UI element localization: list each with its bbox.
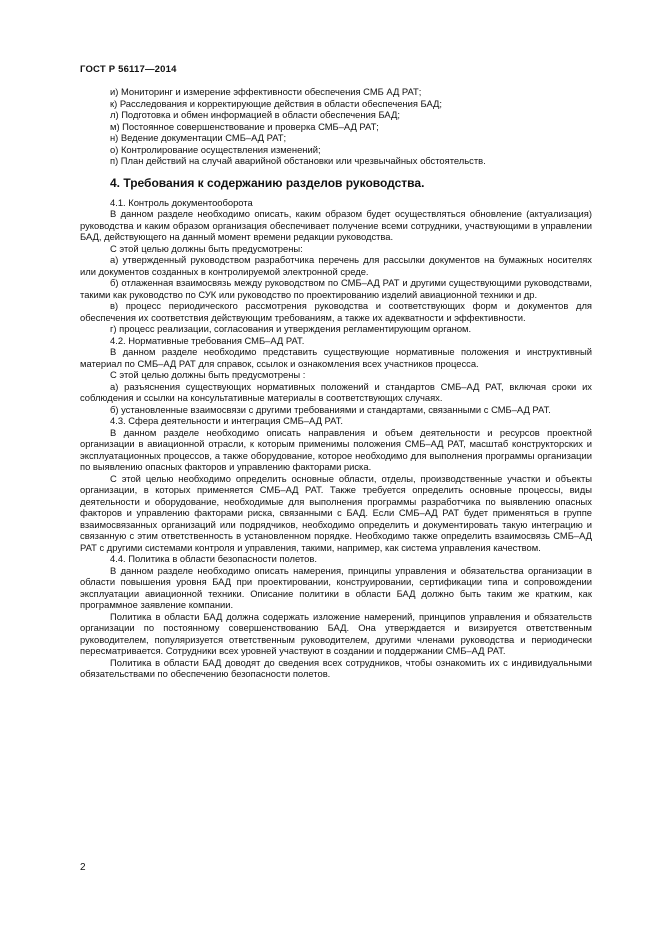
list-item: и) Мониторинг и измерение эффективности обеспечения СМБ АД РАТ; <box>110 86 422 97</box>
section-heading: 4. Требования к содержанию разделов руководства. <box>110 175 425 190</box>
paragraph: а) разъяснения существующих нормативных положений и стандартов СМБ–АД РАТ, включая сроки их соблюдения и ссылки на консультативные материалы в соответствующих случаях. <box>80 380 592 403</box>
paragraph: в) процесс периодического рассмотрения руководства и соответствующих форм и документов для обеспечения их соответствия действующим требованиям, а также их адекватности и эффективности. <box>80 300 592 323</box>
list-item: л) Подготовка и обмен информацией в области обеспечения БАД; <box>110 109 400 120</box>
subsection-title: 4.2. Нормативные требования СМБ–АД РАТ. <box>110 334 305 346</box>
paragraph: г) процесс реализации, согласования и утверждения регламентирующим органом. <box>110 323 472 334</box>
list-item: н) Ведение документации СМБ–АД РАТ; <box>110 132 287 143</box>
paragraph: С этой целью должны быть предусмотрены : <box>110 369 306 380</box>
list-item: м) Постоянное совершенствование и проверка СМБ–АД РАТ; <box>110 120 379 132</box>
paragraph: Политика в области БАД должна содержать изложение намерений, принципов управления и обязательств организации по постоянному совершенствованию БАД. Она утверждается и визируется ответственным руководителем, популяризуется ответственным руководителем, другими членами руководства и периодически пересматривается. Сотрудники всех уровней участвуют в создании и поддержании СМБ–АД РАТ. <box>80 610 592 656</box>
paragraph: Политика в области БАД доводят до сведения всех сотрудников, чтобы ознакомить их с индивидуальными обязательствами по обеспечению безопасности полетов. <box>80 656 592 679</box>
paragraph: С этой целью необходимо определить основные области, отделы, производственные участки и объекты организации, в которых применяется СМБ–АД РАТ. Также требуется определить основные процессы, виды деятельности и оборудование, необходимые для выполнения программы разработчика по выявлению опасных факторов и управлению факторами риска, связанными с БАД. Если СМБ–АД РАТ будет применяться в группе взаимосвязанных организаций или подрядчиков, необходимо определить и документировать такую интеграцию и связанную с этим ответственность в установленном порядке. Необходимо также определить взаимосвязь СМБ–АД РАТ с другими системами контроля и управления, такими, например, как система управления качеством. <box>80 472 592 553</box>
paragraph: б) отлаженная взаимосвязь между руководством по СМБ–АД РАТ и другими существующими руководствами, такими как руководство по СУК или руководство по проектированию изделий авиационной техники и др. <box>80 277 592 300</box>
paragraph: б) установленные взаимосвязи с другими требованиями и стандартами, связанными с СМБ–АД РАТ. <box>110 403 551 415</box>
document-body <box>80 86 592 680</box>
paragraph: В данном разделе необходимо описать, каким образом будет осуществляться обновление (актуализация) руководства и каким образом организация обеспечивает получение всеми сотрудники, участвующими в управлении БАД, действующего на данный момент времени редакции руководства. <box>80 208 592 242</box>
list-item: к) Расследования и корректирующие действия в области обеспечения БАД; <box>110 97 443 109</box>
page-number: 2 <box>80 862 86 873</box>
paragraph: а) утвержденный руководством разработчика перечень для рассылки документов на бумажных носителях или документов созданных в контролируемой электронной среде. <box>80 254 592 277</box>
subsection-title: 4.3. Сфера деятельности и интеграция СМБ–АД РАТ. <box>110 415 343 426</box>
paragraph: В данном разделе необходимо представить существующие нормативные положения и инструктивный материал по СМБ–АД РАТ для справок, ссылок и ознакомления всех участников процесса. <box>80 346 592 369</box>
subsection-title: 4.1. Контроль документооборота <box>110 196 253 208</box>
document-header: ГОСТ Р 56117—2014 <box>80 64 177 75</box>
paragraph: В данном разделе необходимо описать направления и объем деятельности и ресурсов проектной организации в авиационной отрасли, к которым применимы положения СМБ–АД РАТ, масштаб конструкторских и эксплуатационных процессов, а также оборудование, которое необходимо для выполнения программы организации по выявлению опасных факторов и управлению факторами риска. <box>80 426 592 472</box>
paragraph: С этой целью должны быть предусмотрены: <box>110 242 303 254</box>
subsection-title: 4.4. Политика в области безопасности полетов. <box>110 553 317 564</box>
paragraph: В данном разделе необходимо описать намерения, принципы управления и обязательства организации в области повышения уровня БАД при проектировании, конструировании, сертификации типа и сопровождении эксплуатации авиационной техники. Описание политики в области БАД должно быть таким же кратким, как программное заявление компании. <box>80 564 592 610</box>
list-item: п) План действий на случай аварийной обстановки или чрезвычайных обстоятельств. <box>110 155 486 166</box>
list-item: о) Контролирование осуществления изменений; <box>110 143 321 155</box>
